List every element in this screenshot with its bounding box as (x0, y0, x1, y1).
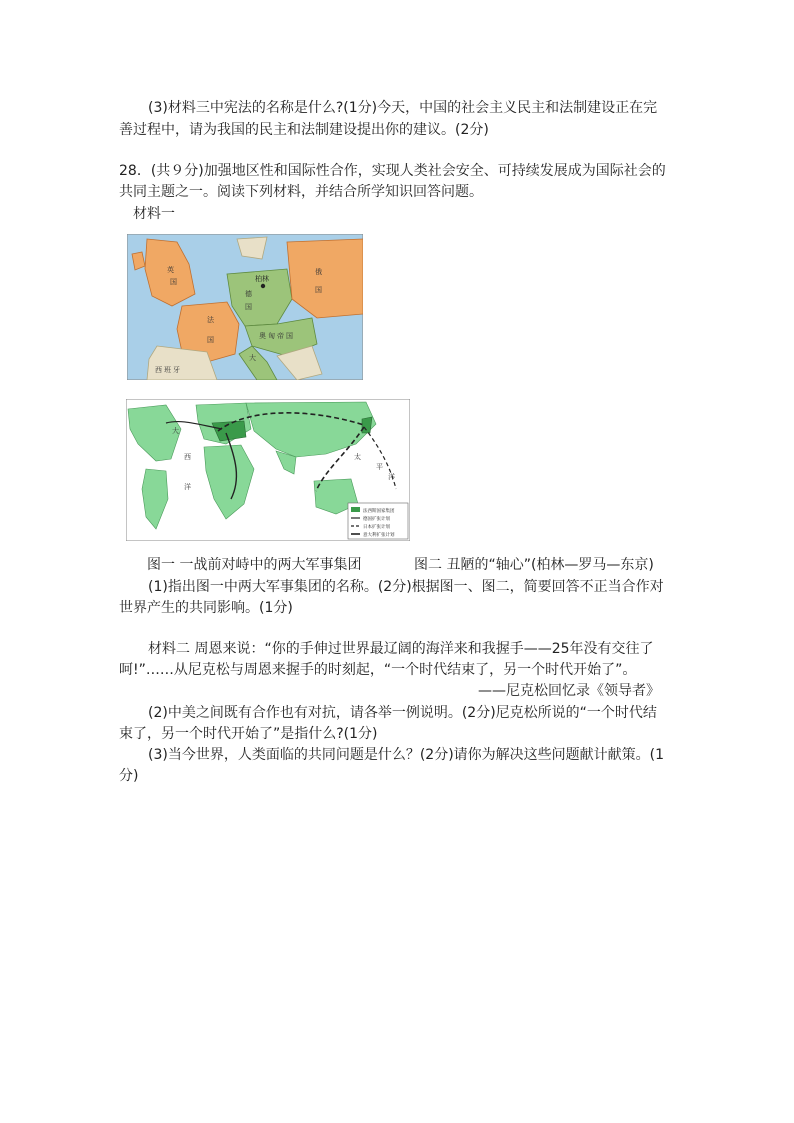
map1-label-fa: 法 (207, 316, 214, 324)
material2-source: ——尼克松回忆录《领导者》 (478, 683, 660, 699)
berlin-marker (261, 284, 265, 288)
map-europe-ww1 (127, 234, 363, 380)
map-axis-world (126, 399, 410, 541)
map1-label-e: 俄 (315, 268, 322, 276)
figure1-caption: 图一 一战前对峙中的两大军事集团 (147, 557, 362, 573)
map2-label-yang2: 洋 (388, 473, 395, 481)
legend-fascist-bloc: 法西斯国家集团 (363, 509, 395, 514)
legend-italy-plan: 意大利扩张计划 (363, 533, 395, 538)
q28-intro-line1: 28．(共９分)加强地区性和国际性合作，实现人类社会安全、可持续发展成为国际社会的 (119, 163, 666, 179)
q28-3-line2: 分) (119, 768, 139, 784)
q28-2-line2: 束了，另一个时代开始了”是指什么?(1分) (119, 726, 378, 742)
material1-label: 材料一 (133, 206, 175, 222)
map2-label-xi: 西 (184, 453, 191, 461)
map2-label-tai: 太 (354, 453, 361, 461)
map2-label-ping: 平 (376, 463, 383, 471)
material2-line1: 材料二 周恩来说：“你的手伸过世界最辽阔的海洋来和我握手——25年没有交往了 (148, 641, 654, 657)
map1-label-da: 大 (249, 354, 256, 362)
map2-label-da: 大 (172, 427, 179, 435)
map1-label-spain: 西班牙 (155, 366, 182, 374)
q28-2-line1: (2)中美之间既有合作也有对抗，请各举一例说明。(2分)尼克松所说的“一个时代结 (148, 705, 657, 721)
map1-label-de-guo: 国 (245, 303, 252, 311)
q28-intro-line2: 共同主题之一。阅读下列材料，并结合所学知识回答问题。 (119, 184, 483, 200)
legend-germany-plan: 德国扩张计划 (363, 517, 390, 522)
legend-japan-plan: 日本扩张计划 (363, 525, 390, 530)
q28-3-line1: (3)当今世界，人类面临的共同问题是什么？(2分)请你为解决这些问题献计献策。(1 (148, 747, 665, 763)
q27-3-line2: 善过程中，请为我国的民主和法制建设提出你的建议。(2分) (119, 122, 489, 138)
material2-line2: 呵!”……从尼克松与周恩来握手的时刻起，“一个时代结束了，另一个时代开始了”。 (119, 662, 637, 678)
map1-label-berlin: 柏林 (255, 275, 269, 283)
map1-label-austria-hungary: 奥匈帝国 (259, 332, 295, 340)
map1-label-ying: 英 (167, 266, 174, 274)
figure2-caption: 图二 丑陋的“轴心”(柏林—罗马—东京) (414, 557, 654, 573)
map1-label-ying-guo: 国 (170, 278, 177, 286)
map2-label-yang: 洋 (184, 483, 191, 491)
q28-1-line1: (1)指出图一中两大军事集团的名称。(2分)根据图一、图二，简要回答不正当合作对 (148, 579, 664, 595)
map1-label-de: 德 (245, 290, 252, 298)
map2-legend (348, 503, 408, 539)
q28-1-line2: 世界产生的共同影响。(1分) (119, 600, 293, 616)
map1-label-e-guo: 国 (315, 286, 322, 294)
map1-label-fa-guo: 国 (207, 336, 214, 344)
q27-3-line1: (3)材料三中宪法的名称是什么?(1分)今天，中国的社会主义民主和法制建设正在完 (148, 100, 658, 116)
